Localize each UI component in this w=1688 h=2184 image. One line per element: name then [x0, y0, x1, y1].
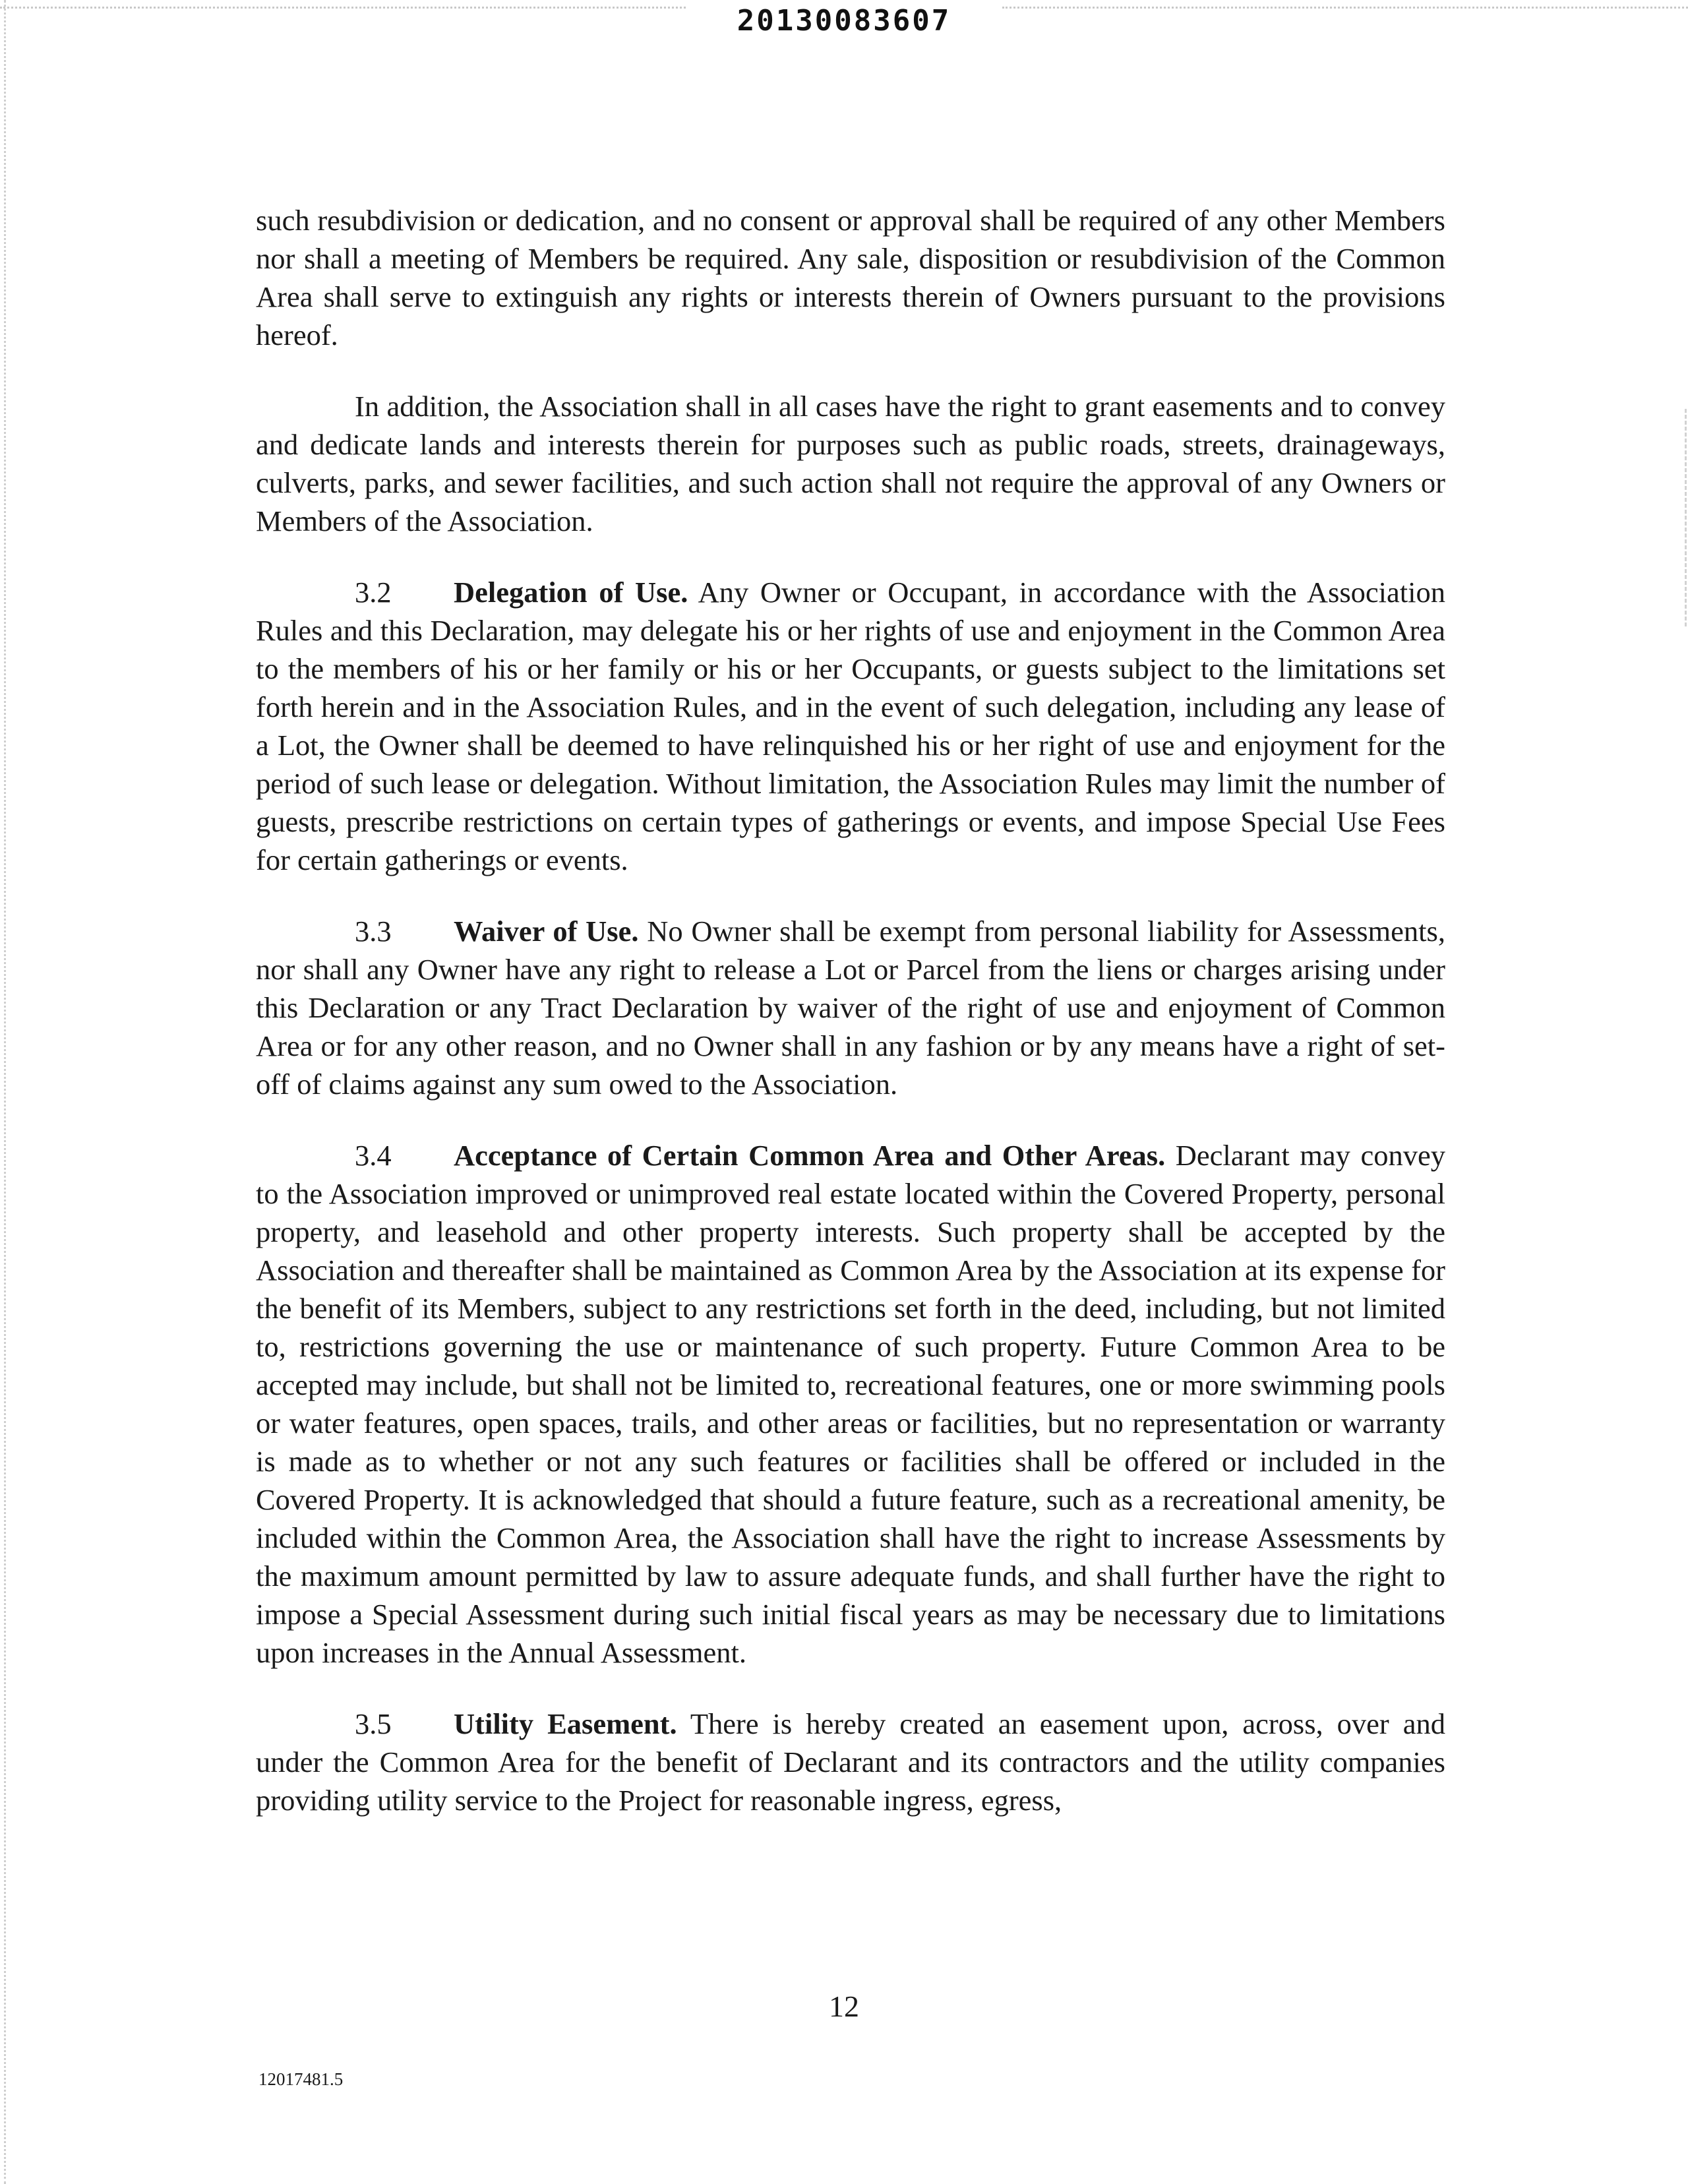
section-3-4	[256, 1136, 1445, 1672]
section-number: 3.3	[355, 915, 392, 948]
scan-edge-right	[1685, 409, 1687, 626]
section-number: 3.5	[355, 1707, 392, 1740]
paragraph-association-rights: In addition, the Association shall in all cases have the right to grant easements and to convey and dedicate lands and interests therein for purposes such as public roads, streets, drainageways, culverts, parks, and sewer facilities, and such action shall not require the approval of any Owners or Members of the Association.	[256, 390, 1445, 537]
section-number: 3.4	[355, 1139, 392, 1172]
section-text: Any Owner or Occupant, in accordance with the Association Rules and this Declaration, may delegate his or her rights of use and enjoyment in the Common Area to the members of his or her family or his or her Occupants, or guests subject to the limitations set forth herein and in the Association Rules, and in the event of such delegation, including any lease of a Lot, the Owner shall be deemed to have relinquished his or her right of use and enjoyment for the period of such lease or delegation. Without limitation, the Association Rules may limit the number of guests, prescribe restrictions on certain types of gatherings or events, and impose Special Use Fees for certain gatherings or events.	[256, 576, 1445, 876]
recording-number: 20130083607	[737, 4, 951, 38]
section-number: 3.2	[355, 576, 392, 609]
document-id: 12017481.5	[258, 2069, 344, 2089]
scan-edge-left	[4, 0, 6, 2184]
section-3-2	[256, 573, 1445, 879]
section-heading: Delegation of Use.	[454, 576, 688, 609]
section-text: No Owner shall be exempt from personal liability for Assessments, nor shall any Owner have any right to release a Lot or Parcel from the liens or charges arising under this Declaration or any Tract Declaration by waiver of the right of use and enjoyment of Common Area or for any other reason, and no Owner shall in any fashion or by any means have a right of set-off of claims against any sum owed to the Association.	[256, 915, 1445, 1101]
section-heading: Acceptance of Certain Common Area and Other Areas.	[454, 1139, 1166, 1172]
section-3-3	[256, 912, 1445, 1103]
document-body	[256, 201, 1445, 1852]
section-text: Declarant may convey to the Association improved or unimproved real estate located within the Covered Property, personal property, and leasehold and other property interests. Such property shall be accepted by the Association and thereafter shall be maintained as Common Area by the Association at its expense for the benefit of its Members, subject to any restrictions set forth in the deed, including, but not limited to, restrictions governing the use or maintenance of such property. Future Common Area to be accepted may include, but shall not be limited to, recreational features, one or more swimming pools or water features, open spaces, trails, and other areas or facilities, but no representation or warranty is made as to whether or not any such features or facilities shall be offered or included in the Covered Property. It is acknowledged that should a future feature, such as a recreational amenity, be included within the Common Area, the Association shall have the right to increase Assessments by the maximum amount permitted by law to assure adequate funds, and shall further have the right to impose a Special Assessment during such initial fiscal years as may be necessary due to limitations upon increases in the Annual Assessment.	[256, 1139, 1445, 1669]
section-text: There is hereby created an easement upon, across, over and under the Common Area for the benefit of Declarant and its contractors and the utility companies providing utility service to the Project for reasonable ingress, egress,	[256, 1707, 1445, 1817]
section-heading: Waiver of Use.	[454, 915, 639, 948]
section-3-5	[256, 1705, 1445, 1819]
section-heading: Utility Easement.	[454, 1707, 677, 1740]
page-number: 12	[829, 1989, 859, 2023]
paragraph-continuation: such resubdivision or dedication, and no consent or approval shall be required of any other Members nor shall a meeting of Members be required. Any sale, disposition or resubdivision of the Common Area shall serve to extinguish any rights or interests therein of Owners pursuant to the provisions hereof.	[256, 204, 1445, 351]
